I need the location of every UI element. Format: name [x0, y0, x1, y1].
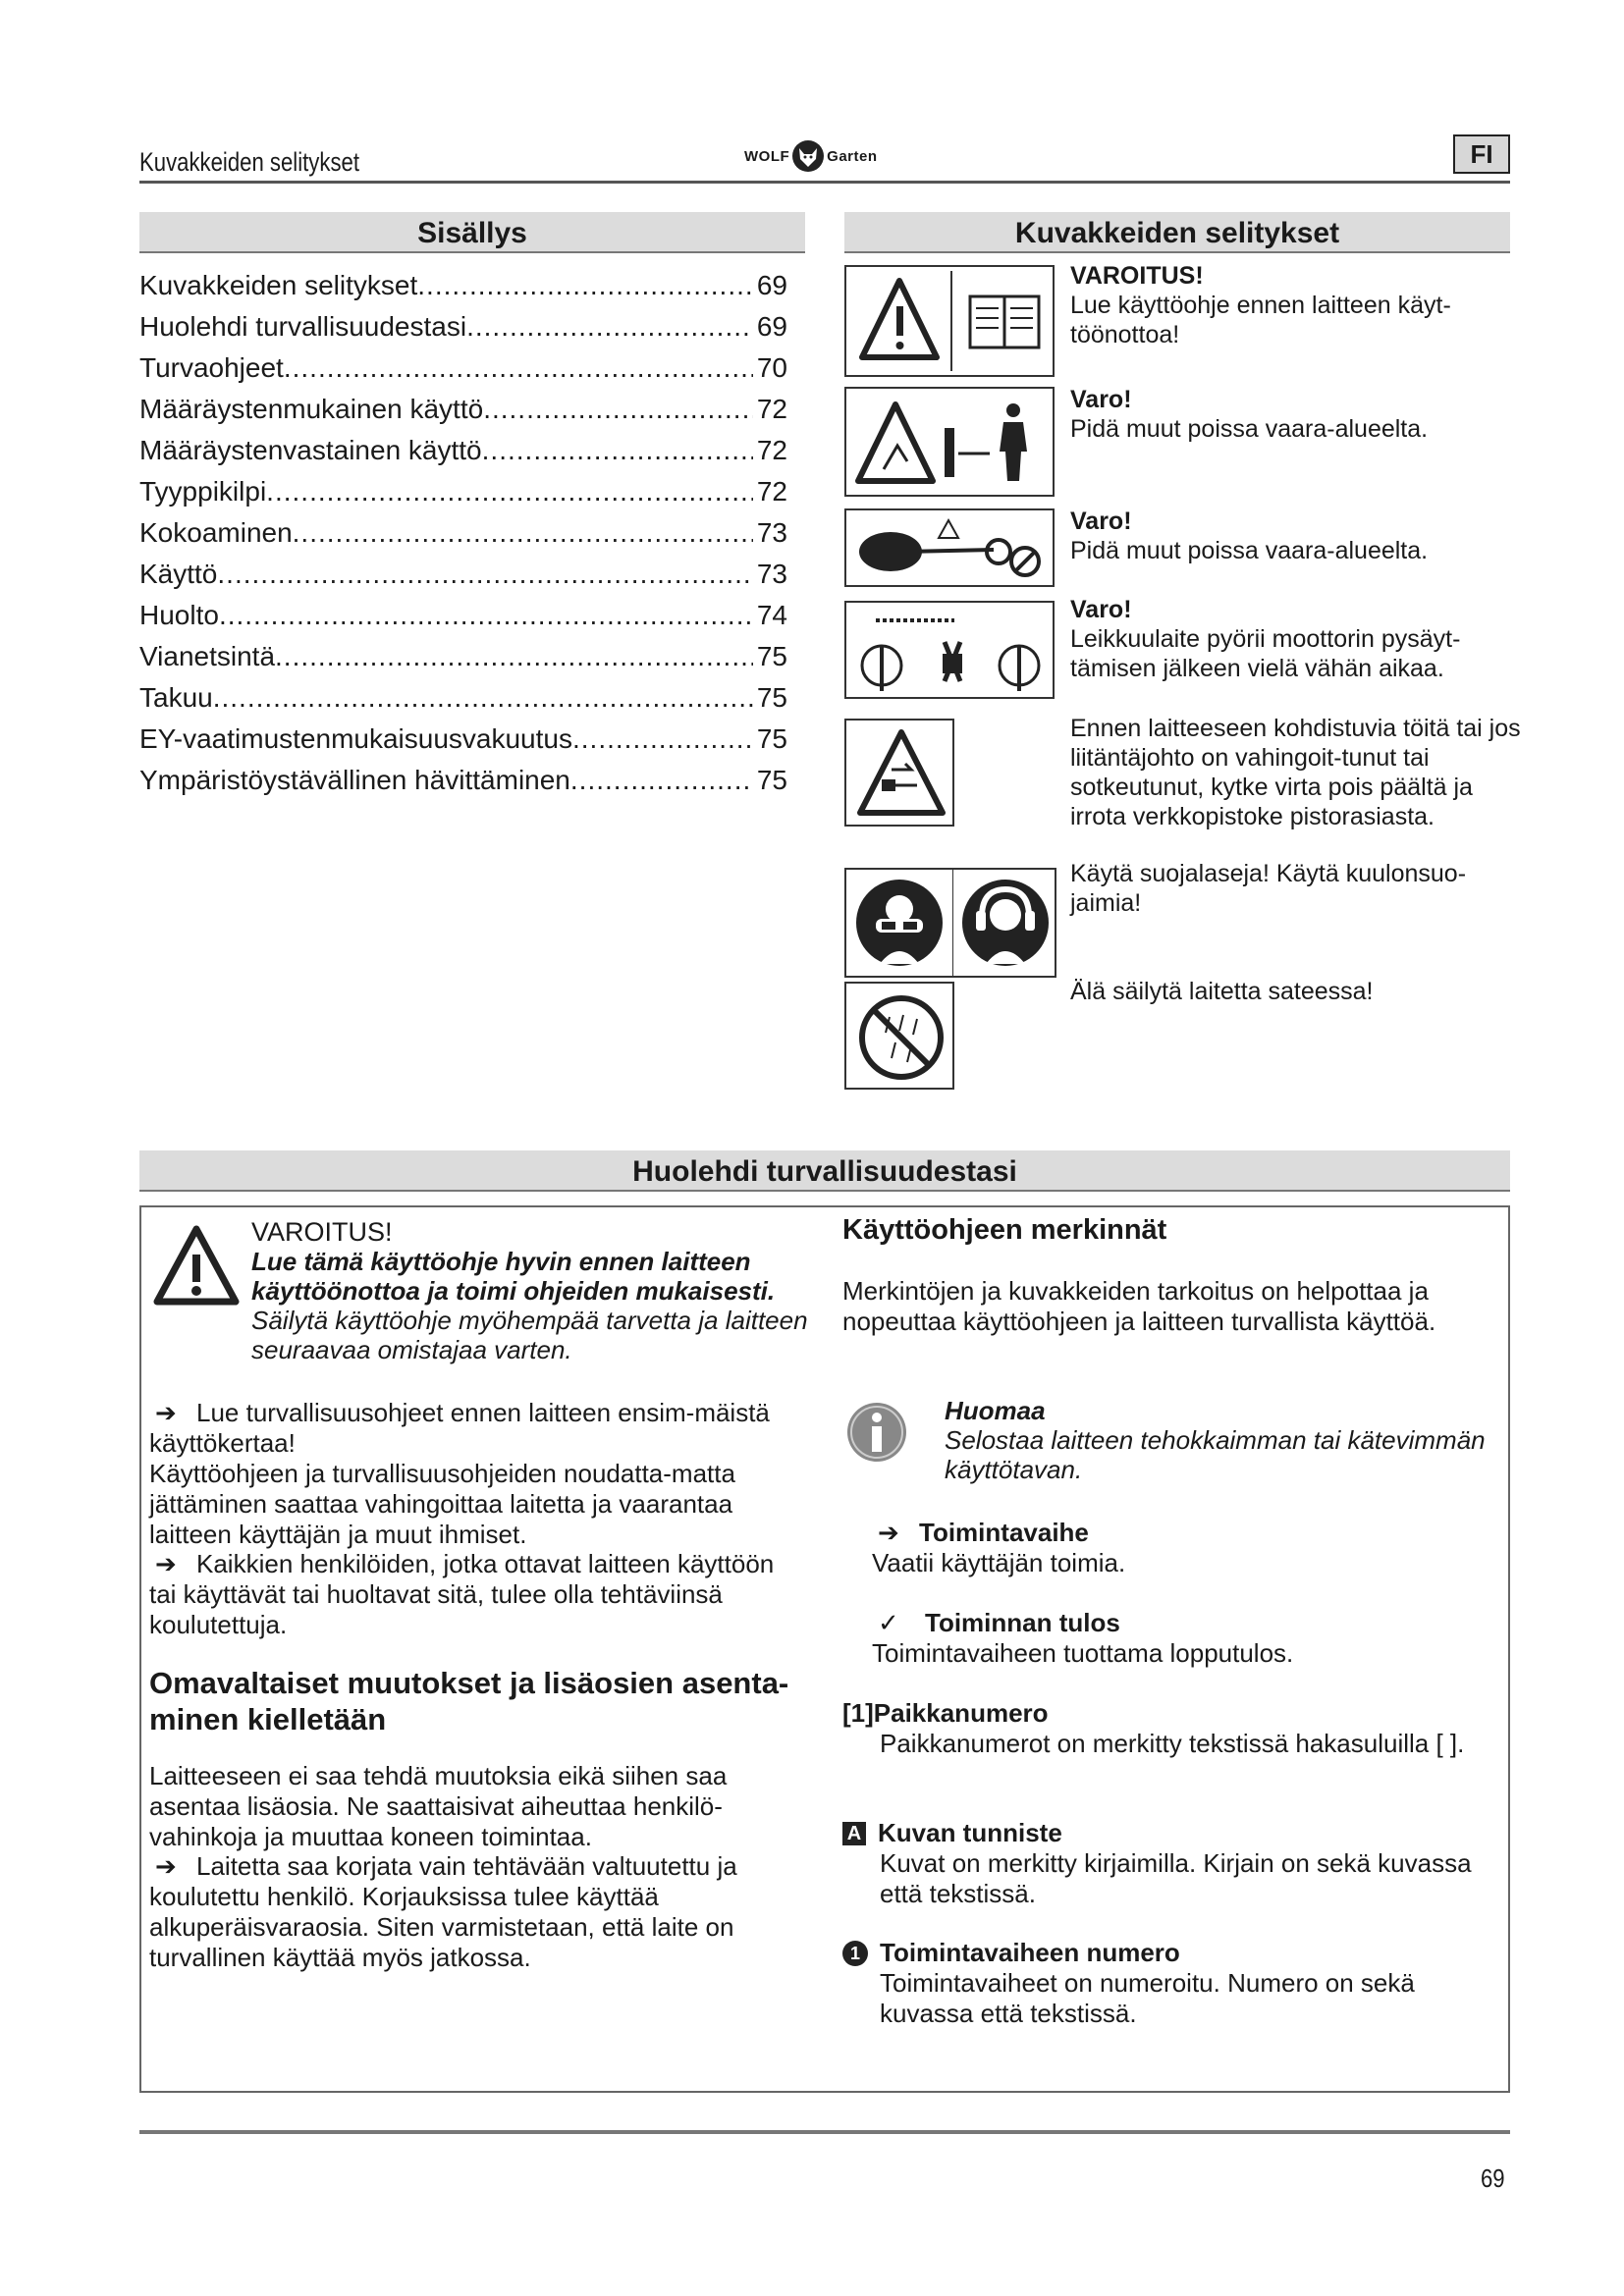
toc-entry[interactable]: Tyyppikilpi ..... 72 — [139, 476, 787, 517]
warning-secondary-text: Säilytä käyttöohje myöhempää tarvetta ja laitteen seuraavaa omistajaa varten. — [251, 1306, 808, 1364]
step-number-text: Toimintavaiheet on numeroitu. Numero on sekä kuvassa että tekstissä. — [880, 1968, 1415, 2028]
bystander-distance-icon — [846, 389, 1055, 497]
trimmer-icon — [846, 510, 1055, 587]
toc-entry[interactable]: Turvaohjeet ..... 70 — [139, 352, 787, 394]
position-block — [842, 1698, 1490, 1759]
toc-entry[interactable]: Kokoaminen ..... 73 — [139, 517, 787, 559]
instruction-paragraph-1: Käyttöohjeen ja turvallisuusohjeiden noudatta-matta jättäminen saattaa vahingoittaa laitetta ja vaarantaa laitteen käyttäjän ja muut ihmiset. — [149, 1459, 735, 1549]
toc-title: Sisällys — [139, 212, 805, 253]
unplug-symbol — [844, 719, 954, 827]
table-of-contents — [139, 270, 787, 806]
symbol-text-5: Ennen laitteeseen kohdistuvia töitä tai jos liitäntäjohto on vahingoit-tunut tai sotkeutunut, kytke virta pois päältä ja irrota verkkopistoke pistorasiasta. — [1070, 715, 1521, 830]
wolf-head-icon — [791, 139, 825, 173]
step-number-title: Toimintavaiheen numero — [880, 1938, 1180, 1967]
symbols-title: Kuvakkeiden selitykset — [844, 212, 1510, 253]
toc-entry[interactable]: Vianetsintä ..... 75 — [139, 641, 787, 682]
trimmer-distance-symbol — [844, 508, 1055, 587]
image-id-text: Kuvat on merkitty kirjaimilla. Kirjain on sekä kuvassa että tekstissä. — [880, 1848, 1472, 1908]
image-letter-icon: A — [842, 1822, 866, 1845]
warning-main-text: Lue tämä käyttöohje hyvin ennen laitteen käyttöönottoa ja toimi ohjeiden mukaisesti. — [251, 1247, 776, 1306]
language-badge: FI — [1453, 134, 1510, 174]
result-block — [872, 1608, 1500, 1669]
marks-intro: Merkintöjen ja kuvakkeiden tarkoitus on helpottaa ja nopeuttaa käyttöohjeen ja laitteen turvallista käyttöä. — [842, 1276, 1436, 1336]
warning-triangle-icon — [846, 267, 1055, 375]
toc-entry[interactable]: Kuvakkeiden selitykset ..... 69 — [139, 270, 787, 311]
safety-title: Huolehdi turvallisuudestasi — [139, 1150, 1510, 1192]
info-icon — [844, 1400, 909, 1465]
blade-rotation-icon — [846, 603, 1055, 699]
note-text: Selostaa laitteen tehokkaimman tai kätevimmän käyttötavan. — [945, 1425, 1486, 1484]
note-block — [945, 1396, 1494, 1484]
result-title: Toiminnan tulos — [925, 1608, 1120, 1637]
rotating-blade-symbol — [844, 601, 1055, 699]
symbol-text-3: Varo! Pidä muut poissa vaara-alueelta. — [1070, 507, 1429, 564]
modifications-paragraph: Laitteeseen ei saa tehdä muutoksia eikä siihen saa asentaa lisäosia. Ne saattaisivat aiheuttaa henkilö-vahinkoja ja muuttaa koneen toimintaa. — [149, 1761, 728, 1851]
image-id-title: Kuvan tunniste — [878, 1818, 1062, 1847]
note-title: Huomaa — [945, 1396, 1046, 1425]
open-book-icon — [970, 296, 1039, 347]
symbol-text-6: Käytä suojalaseja! Käytä kuulonsuo-jaimia! — [1070, 860, 1467, 917]
marks-heading: Käyttöohjeen merkinnät — [842, 1214, 1167, 1246]
toc-entry[interactable]: Määräystenvastainen käyttö ..... 72 — [139, 435, 787, 476]
toc-entry[interactable]: Ympäristöystävällinen hävittäminen ..... 75 — [139, 765, 787, 806]
no-rain-icon — [846, 984, 954, 1090]
keep-distance-symbol — [844, 387, 1055, 497]
instruction-bullet-3: ➔ Laitetta saa korjata vain tehtävään valtuutettu ja koulutettu henkilö. Korjauksissa tulee käyttää alkuperäisvaraosia. Siten varmistetaan, että laite on turvallinen käyttää myös jatkossa. — [149, 1851, 737, 1972]
safety-goggles-icon — [848, 870, 952, 976]
step-title: Toimintavaihe — [919, 1518, 1089, 1547]
brand-right: Garten — [827, 147, 878, 165]
instruction-bullet-1: ➔ Lue turvallisuusohjeet ennen laitteen ensim-mäistä käyttökertaa! — [149, 1398, 770, 1458]
toc-entry[interactable]: EY-vaatimustenmukaisuusvakuutus ..... 75 — [139, 723, 787, 765]
toc-entry[interactable]: Käyttö ..... 73 — [139, 559, 787, 600]
unplug-warning-icon — [846, 721, 954, 827]
symbol-text-1: VAROITUS! Lue käyttöohje ennen laitteen käyt-töönottoa! — [1070, 262, 1451, 348]
brand-left: WOLF — [744, 147, 790, 165]
step-number-icon: 1 — [842, 1941, 868, 1966]
step-number-block — [842, 1938, 1490, 2029]
warning-block — [251, 1217, 811, 1364]
read-manual-symbol — [844, 265, 1055, 377]
symbol-text-2: Varo! Pidä muut poissa vaara-alueelta. — [1070, 386, 1429, 443]
step-text: Vaatii käyttäjän toimia. — [872, 1548, 1126, 1577]
ppe-symbols — [844, 868, 1056, 978]
check-icon: ✓ — [878, 1608, 899, 1637]
page-number: 69 — [1481, 2163, 1505, 2193]
brand-logo — [744, 133, 911, 180]
toc-entry[interactable]: Takuu ..... 75 — [139, 682, 787, 723]
symbol-text-4: Varo! Leikkuulaite pyörii moottorin pysäyt-tämisen jälkeen vielä vähän aikaa. — [1070, 596, 1461, 682]
result-text: Toimintavaiheen tuottama lopputulos. — [872, 1638, 1294, 1668]
instruction-bullet-2: ➔ Kaikkien henkilöiden, jotka ottavat laitteen käyttöön tai käyttävät tai huoltavat sitä, tulee olla tehtäviinsä koulutettuja. — [149, 1549, 775, 1639]
warning-heading: VAROITUS! — [251, 1217, 393, 1247]
toc-entry[interactable]: Huolehdi turvallisuudestasi ..... 69 — [139, 311, 787, 352]
toc-entry[interactable]: Määräystenmukainen käyttö ..... 72 — [139, 394, 787, 435]
running-header: Kuvakkeiden selitykset — [139, 147, 359, 177]
toc-entry[interactable]: Huolto ..... 74 — [139, 600, 787, 641]
ear-protection-icon — [952, 870, 1056, 976]
position-title: [1]Paikkanumero — [842, 1698, 1049, 1728]
warning-triangle-icon — [149, 1221, 244, 1309]
modifications-heading: Omavaltaiset muutokset ja lisäosien asenta-minen kielletään — [149, 1666, 789, 1736]
image-id-block — [842, 1818, 1490, 1909]
position-text: Paikkanumerot on merkitty tekstissä hakasuluilla [ ]. — [880, 1729, 1465, 1758]
header-divider — [139, 181, 1510, 184]
no-rain-symbol — [844, 982, 954, 1090]
footer-divider — [139, 2130, 1510, 2134]
symbol-text-7: Älä säilytä laitetta sateessa! — [1070, 978, 1374, 1005]
step-block: ➔ Toimintavaihe Vaatii käyttäjän toimia. — [872, 1518, 1500, 1578]
